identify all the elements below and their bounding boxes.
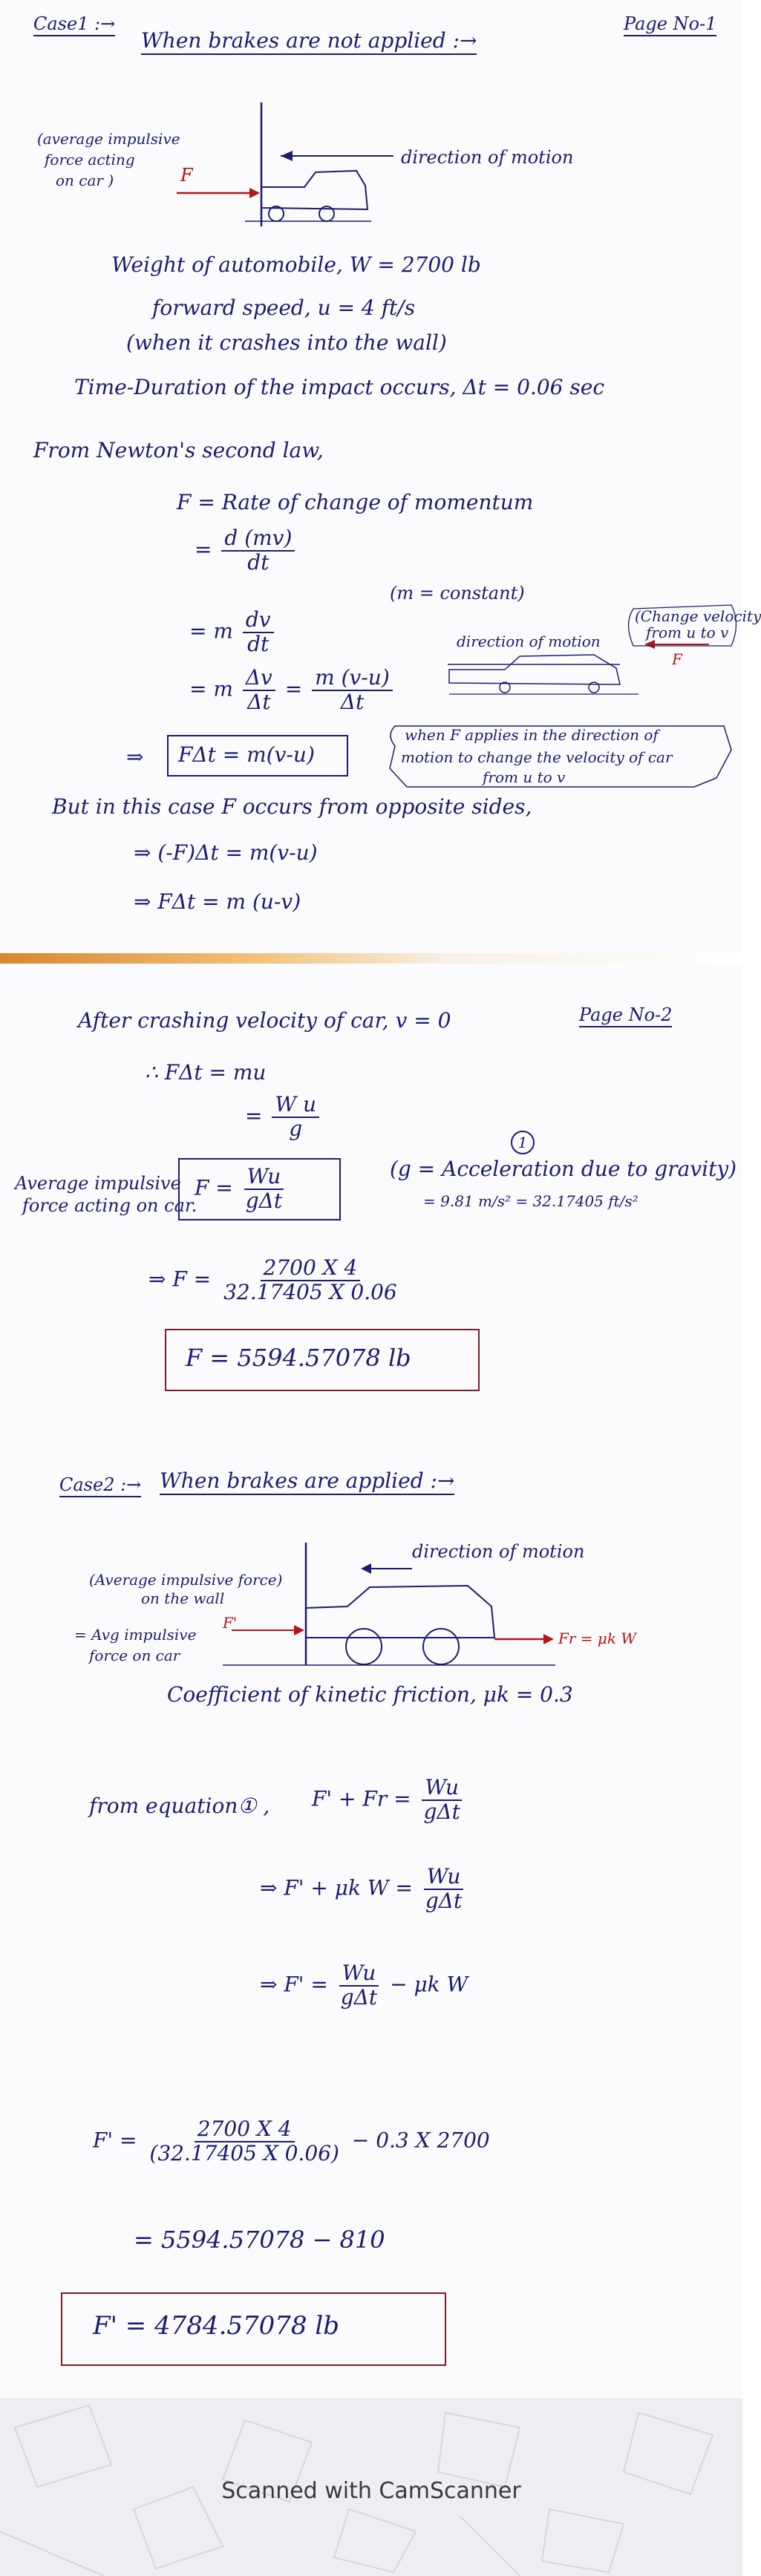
- scanner-footer: [0, 2398, 742, 2576]
- f-applies-note-line-1: when F applies in the direction of: [405, 726, 659, 744]
- case2-title: When brakes are applied :→: [160, 1468, 454, 1495]
- speed-line: forward speed, u = 4 ft/s: [152, 295, 416, 320]
- friction-arrow-label: Fr = μk W: [558, 1629, 636, 1647]
- eq9-numerator: Wu: [422, 1776, 462, 1801]
- avg-wall-note-line-2: on the wall: [141, 1589, 225, 1607]
- eq8-equals: =: [245, 1103, 263, 1128]
- eq11-numerator: Wu: [339, 1962, 379, 1987]
- eq11-lhs: ⇒ F' =: [260, 1972, 328, 1997]
- f-prime-subtraction: = 5594.57078 − 810: [134, 2226, 385, 2254]
- calc-denominator: (32.17405 X 0.06): [149, 2140, 339, 2165]
- scanner-watermark-text: Scanned with CamScanner: [221, 2478, 521, 2504]
- case1-label: Case1 :→: [33, 13, 115, 36]
- from-equation-label: from equation① ,: [89, 1794, 270, 1818]
- impulse-u-minus-v-eq: ⇒ FΔt = m (u-v): [134, 889, 301, 914]
- speed-note: (when it crashes into the wall): [126, 330, 447, 355]
- eq10-numerator: Wu: [424, 1866, 464, 1890]
- friction-eq-2: [260, 1866, 468, 1913]
- g-value: = 9.81 m/s² = 32.17405 ft/s²: [423, 1192, 638, 1210]
- direction-of-motion-label: direction of motion: [401, 147, 574, 168]
- avg-wall-note-line-1: (Average impulsive force): [89, 1571, 283, 1589]
- eq4-numerator-2: m (v-u): [312, 667, 393, 691]
- f-applies-note-line-3: from u to v: [483, 768, 566, 786]
- boxed-f-denominator: gΔt: [245, 1188, 283, 1213]
- eq2-equals: =: [195, 537, 212, 562]
- kinetic-friction-line: Coefficient of kinetic friction, μk = 0.3: [167, 1682, 573, 1707]
- impulse-equation: FΔt = m(v-u): [178, 742, 315, 767]
- force-label: F: [180, 165, 193, 186]
- substitution-numerator: 2700 X 4: [261, 1257, 361, 1281]
- eq3-mass: m: [213, 618, 233, 644]
- boxed-f-lhs: F =: [195, 1175, 233, 1200]
- weight-line: Weight of automobile, W = 2700 lb: [111, 252, 481, 277]
- f-prime-label: F': [223, 1614, 238, 1632]
- avg-car-note-line-1: = Avg impulsive: [74, 1626, 197, 1644]
- result-force-1: F = 5594.57078 lb: [186, 1344, 411, 1372]
- boxed-f-numerator: Wu: [244, 1166, 284, 1190]
- change-velocity-note-line-1: (Change velocity: [635, 607, 761, 625]
- small-direction-label: direction of motion: [457, 632, 601, 650]
- eq9-lhs: F' + Fr =: [312, 1786, 411, 1811]
- small-force-label: F: [672, 650, 682, 668]
- eq10-lhs: ⇒ F' + μk W =: [260, 1875, 413, 1900]
- f-prime-calculation: [93, 2118, 490, 2165]
- avg-force-label-line-2: force acting on car.: [22, 1195, 197, 1216]
- avg-force-note-line-3: on car ): [56, 171, 114, 189]
- f-prime-solved-eq: [260, 1962, 468, 2010]
- eq3-numerator: dv: [243, 609, 274, 633]
- g-definition: (g = Acceleration due to gravity): [390, 1157, 737, 1181]
- direction-of-motion-label-2: direction of motion: [412, 1541, 585, 1562]
- calc-numerator: 2700 X 4: [195, 2118, 295, 2142]
- eq10-fraction: [422, 1866, 465, 1913]
- rate-of-change-line: F = Rate of change of momentum: [177, 490, 534, 514]
- braking-car-diagram: [0, 964, 742, 2396]
- eq9-denominator: gΔt: [423, 1799, 460, 1824]
- eq2-fraction: [221, 527, 295, 575]
- negative-impulse-eq: ⇒ (-F)Δt = m(v-u): [134, 840, 318, 865]
- implies-arrow: ⇒: [126, 745, 144, 769]
- impulse-mu-eq: ∴ FΔt = mu: [145, 1060, 267, 1085]
- eq4-fraction-1: [243, 667, 275, 714]
- eq11-fraction: [338, 1962, 380, 2010]
- avg-force-label-line-1: Average impulsive: [15, 1173, 181, 1194]
- case1-title: When brakes are not applied :→: [141, 28, 477, 55]
- equation-tag-1: 1: [511, 1131, 535, 1154]
- result-force-2: F' = 4784.57078 lb: [93, 2311, 339, 2341]
- eq4-equals-2: =: [284, 676, 303, 702]
- eq4-equals: = m: [189, 676, 233, 702]
- avg-force-note-line-1: (average impulsive: [37, 130, 180, 148]
- case2-label: Case2 :→: [59, 1474, 141, 1497]
- calc-lhs: F' =: [93, 2128, 137, 2153]
- eq3-equals: =: [189, 618, 207, 644]
- eq4-fraction-2: [312, 667, 393, 714]
- page-number-1: Page No-1: [624, 13, 716, 36]
- substitution-lhs: ⇒ F =: [148, 1266, 212, 1292]
- eq3-denominator: dt: [247, 631, 270, 656]
- avg-force-note-line-2: force acting: [45, 151, 135, 169]
- time-duration-line: Time-Duration of the impact occurs, Δt = 0.06 sec: [74, 375, 605, 399]
- opposite-sides-line: But in this case F occurs from opposite sides,: [52, 794, 532, 819]
- eq4-denominator-1: Δt: [247, 689, 271, 714]
- substitution-denominator: 32.17405 X 0.06: [223, 1279, 397, 1304]
- f-applies-note-line-2: motion to change the velocity of car: [401, 748, 673, 766]
- momentum-derivative-eq: [195, 527, 298, 575]
- page-number-2: Page No-2: [579, 1004, 672, 1027]
- eq11-rhs: − μk W: [390, 1972, 468, 1997]
- eq10-denominator: gΔt: [425, 1888, 463, 1913]
- calc-fraction: [146, 2118, 342, 2165]
- eq9-fraction: [420, 1776, 463, 1824]
- dv-dt-eq: [189, 609, 277, 656]
- delta-v-eq: [189, 667, 396, 714]
- newton-law-line: From Newton's second law,: [33, 438, 324, 462]
- notes-page-2: [0, 964, 742, 2396]
- eq4-numerator-1: Δv: [243, 667, 275, 691]
- eq8-denominator: g: [289, 1116, 303, 1141]
- after-crash-velocity-line: After crashing velocity of car, v = 0: [78, 1008, 451, 1033]
- avg-car-note-line-2: force on car: [89, 1647, 180, 1664]
- change-velocity-note-line-2: from u to v: [646, 624, 729, 641]
- eq8-numerator: W u: [272, 1094, 319, 1118]
- eq2-denominator: dt: [247, 549, 270, 575]
- calc-rhs: − 0.3 X 2700: [351, 2128, 490, 2153]
- friction-eq-1: [312, 1776, 466, 1824]
- eq2-numerator: d (mv): [221, 527, 295, 552]
- m-constant-note: (m = constant): [390, 583, 525, 604]
- notes-page-1: [0, 0, 761, 958]
- eq3-fraction: [243, 609, 274, 656]
- eq11-denominator: gΔt: [340, 1984, 378, 2010]
- eq4-denominator-2: Δt: [340, 689, 365, 714]
